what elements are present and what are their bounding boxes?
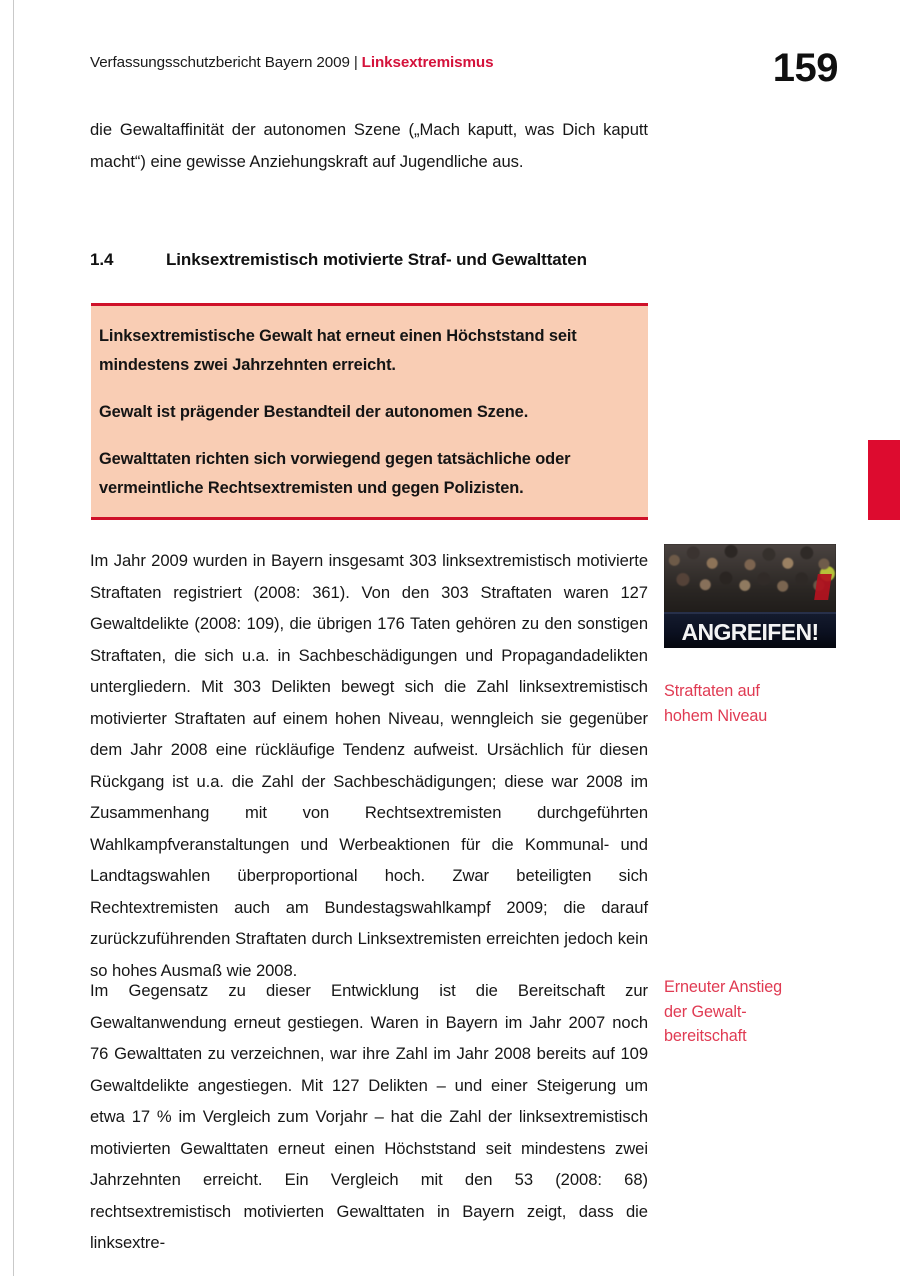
summary-statement: Gewalt ist prägender Bestandteil der autonomen Szene. — [99, 403, 529, 421]
margin-note-line: hohem Niveau — [664, 706, 768, 725]
margin-note-line: der Gewalt- — [664, 1002, 747, 1021]
margin-photo-demonstration — [664, 544, 836, 648]
summary-statement: Linksextremistische Gewalt hat erneut einen Höchststand seit mindestens zwei Jahrzehnten erreicht. — [99, 327, 577, 374]
margin-note-line: bereitschaft — [664, 1027, 747, 1045]
margin-note-line: Erneuter Anstieg — [664, 978, 783, 996]
margin-note-straftaten — [664, 679, 864, 728]
section-number: 1.4 — [90, 250, 114, 269]
paragraph-body-two: Im Gegensatz zu dieser Entwicklung ist die Bereitschaft zur Gewaltanwendung erneut gestiegen. Waren in Bayern im Jahr 2007 noch 76 Gewalttaten zu verzeichnen, war ihre Zahl im Jahr 2008 bereits auf 109 Gewaltdelikte angestiegen. Mit 127 Delikten – und einer Steigerung um etwa 17 % im Vergleich zum Vorjahr – hat die Zahl der linksextremistisch motivierten Gewalttaten erneut einen Höchststand seit mindestens zwei Jahrzehnten erreicht. Ein Vergleich mit den 53 (2008: 68) rechtsextremistisch motivierten Gewalttaten in Bayern zeigt, dass die linksextre- — [90, 981, 648, 1252]
summary-box — [91, 303, 648, 520]
paragraph-intro: die Gewaltaffinität der autonomen Szene („Mach kaputt, was Dich kaputt macht“) eine gewisse Anziehungskraft auf Jugendliche aus. — [90, 120, 648, 171]
margin-note-gewaltbereitschaft — [664, 975, 864, 1049]
paragraph-body-one: Im Jahr 2009 wurden in Bayern insgesamt 303 linksextremistisch motivierte Straftaten registriert (2008: 361). Von den 303 Straftaten waren 127 Gewaltdelikte (2008: 109), die übrigen 176 Taten gehören zu den sonstigen Straftaten, die sich u.a. in Sachbeschädigungen und Propagandadelikten untergliedern. Mit 303 Delikten bewegt sich die Zahl linksextremistisch motivierter Straftaten auf einem hohen Niveau, wenngleich sie gegenüber dem Jahr 2008 eine rückläufige Tendenz aufweist. Ursächlich für diesen Rückgang ist u.a. die Zahl der Sachbeschädigungen; diese war 2008 im Zusammenhang mit von Rechtsextremisten durchgeführten Wahlkampfveranstaltungen und Werbeaktionen für die Kommunal- und Landtagswahlen überproportional hoch. Zwar beteiligten sich Rechtextremisten auch am Bundestagswahlkampf 2009; die darauf zurückzuführenden Straftaten durch Linksextremisten erreichten jedoch kein so hohes Ausmaß wie 2008. — [90, 551, 648, 980]
page-number: 159 — [772, 46, 838, 90]
summary-statement: Gewalttaten richten sich vorwiegend gegen tatsächliche oder vermeintliche Rechtsextremisten und gegen Polizisten. — [99, 450, 571, 497]
margin-note-line: Straftaten auf — [664, 682, 760, 700]
running-head-report-title: Verfassungsschutzbericht Bayern 2009 — [90, 54, 350, 71]
photo-crowd-area — [664, 544, 836, 618]
running-head-separator: | — [353, 54, 358, 71]
section-heading — [90, 250, 690, 270]
section-title: Linksextremistisch motivierte Straf- und Gewalttaten — [166, 250, 587, 269]
chapter-thumb-tab — [868, 440, 900, 520]
running-head-section-name: Linksextremismus — [361, 54, 494, 71]
photo-banner-text: ANGREIFEN! — [681, 619, 819, 645]
running-head — [90, 54, 493, 71]
page-edge-rule — [13, 0, 14, 1276]
